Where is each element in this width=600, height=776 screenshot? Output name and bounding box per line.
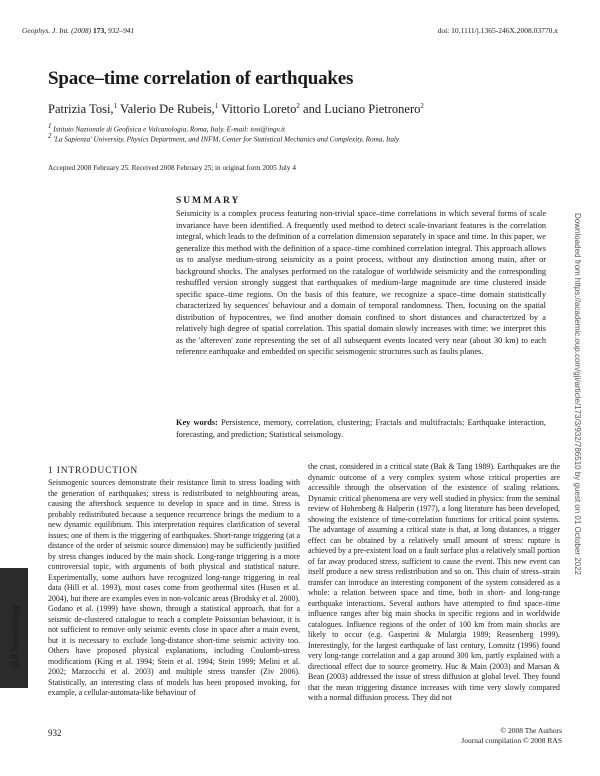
author-list [48,102,424,117]
affiliation-text: 'La Sapienza' University, Physics Department, and INFM, Center for Statistical Mechanics and Complexity, Roma, Italy [53,135,400,144]
summary-heading: SUMMARY [176,196,241,206]
copyright-line-1: © 2008 The Authors [500,726,562,735]
author-name: Patrizia Tosi, [48,102,114,117]
affiliation-text: Istituto Nazionale di Geofisica e Vulcanologia, Roma, Italy. E-mail: tosi@ingv.it [53,125,286,134]
copyright [461,726,562,746]
doi[interactable]: doi: 10.1111/j.1365-246X.2008.03770.x [437,26,558,35]
page-number: 932 [48,728,62,738]
affiliation-sup: 1 [48,122,52,130]
running-header-citation [22,26,134,35]
journal-pages: 932–941 [108,26,135,35]
affiliation-sup: 2 [48,132,52,140]
download-note: Downloaded from https://academic.oup.com/gji/article/173/3/932/786510 by guest on 01 October 2022 [573,213,582,576]
keywords-label: Key words: [176,418,218,427]
affiliation-2 [48,131,399,144]
paper-title: Space–time correlation of earthquakes [48,68,354,89]
author-name: and Luciano Pietronero [299,102,421,117]
author-sup: 2 [420,102,424,110]
author-sup: 1 [214,102,219,110]
author-sup: 2 [296,102,300,110]
section-heading-introduction: 1 INTRODUCTION [48,466,139,476]
journal-volume: 173, [93,26,107,35]
summary-text: Seismicity is a complex process featuring non-trivial space–time correlations in which several forms of scale invariance have been identified. A frequently used method to detect scale-invariant features is the correlation integral, which leads to the definition of a correlation dimension separately in space and time. In this paper, we generalize this method with the definition of a space–time combined correlation integral. This approach allows us to analyse medium-strong seismicity as a point process, without any distinction among main, after or background shocks. The analyses performed on the catalogue of worldwide seismicity and the corresponding reshuffled version strongly suggest that earthquakes of medium-large magnitude are time clustered inside specific space–time regions. On the basis of this feature, we recognize a space–time domain statistically characterized by sequences' behaviour and a domain of temporal randomness. Then, focusing on the spatial distribution of hypocentres, we find another domain confined to short distances and characterized by a relatively high degree of spatial correlation. This spatial domain slowly increases with time: we interpret this as the 'aftereven' zone representing the set of all subsequent events located very near (about 30 km) to each reference earthquake and embedded on specific seismogenic structures such as faults planes. [176,209,546,356]
body-column-left: Seismogenic sources demonstrate their resistance limit to stress loading with the generation of earthquakes; stress is redistributed to neighbouring areas, causing the aftershock sequence to develop in space and in time. Stress is probably redistributed because a sequence recurrence brings the medium to a new dynamic equilibrium. This interpretation requires clarification of several issues; one of them is the triggering of earthquakes. Short-range triggering (at a distance of the order of seismic source dimension) may be sufficiently justified by stress changes induced by the main shock. Long-range triggering is a more controversial topic, with arguments of both physical and statistical nature. Experimentally, some authors have recognized long-range triggering in real data (Hill et al. 1993), most cases come from geothermal sites (Husen et al. 2004), but there are examples even in non-volcanic areas (Brodsky et al. 2000). Godano et al. (1999) have shown, through a statistical approach, that for a seismic de-clustered catalogue to reach a complete Poissonian behaviour, it is not sufficient to remove only seismic events close in space after a main event, but it is necessary to exclude long-distance short-time seismic activity too. Others have proposed physical explanations, including Coulomb-stress modifications (King et al. 1994; Stein et al. 1994; Stein 1999; Melini et al. 2002; Marzocchi et al. 2003) and multiple stress transfer (Ziv 2006). Statistically, an interesting class of models has been proposed invoking, for example, a cellular-automata-like behaviour of [48,478,300,697]
author-name: Vittorio Loreto [218,102,297,117]
keywords-text: Persistence, memory, correlation, clustering; Fractals and multifractals; Earthquake interaction, forecasting, and prediction; Statistical seismology. [176,418,546,439]
section-side-label: GJI Seismology [10,604,20,668]
body-column-right: the crust, considered in a critical state (Bak & Tang 1989). Earthquakes are the dynamic outcome of a very complex system whose critical properties are accessible through the observation of the existence of scaling relations. Dynamic critical phenomena are very well studied in physics: from the seminal review of Hohenberg & Halperin (1977), a long literature has been developed, showing the existence of time-correlation functions for critical point systems. The advantage of assuming a critical state is that, at long distances, a trigger effect can be obtained by a relatively small amount of stress: rupture is achieved by a pre-existent load on a fault surface plus a relatively small portion of far away produced stress, sufficient to cause the event. This new event can itself produce a new stress redistribution and so on. This chain of stress–strain transfer can introduce an interesting component of the system considered as a whole: a relation between space and time, both in short- and long-range earthquake interactions. Several authors have attempted to find space–time influence ranges after big main shocks in specific regions and in worldwide catalogues. Influence regions of the order of 100 km from main shocks are likely to occur (e.g. Gasperini & Mulargia 1989; Reasenberg 1999). Interestingly, for the largest earthquake of last century, Lomnitz (1996) found very long-range correlation and a gap around 300 km, partly explained with a directional effect due to source geometry. Huc & Main (2003) and Marsan & Bean (2003) addressed the issue of stress diffusion at global level. They found that the mean triggering distance increases with time very slowly compared with a normal diffusion process. They did not [308,462,560,702]
copyright-line-2: Journal compilation © 2008 RAS [461,736,562,745]
accepted-dates: Accepted 2008 February 25. Received 2008 February 25; in original form 2005 July 4 [48,164,296,172]
author-name: Valerio De Rubeis, [117,102,215,117]
author-sup: 1 [113,102,118,110]
keywords [176,417,546,440]
journal-year: (2008) [71,26,92,35]
journal-name: Geophys. J. Int. [22,26,70,35]
